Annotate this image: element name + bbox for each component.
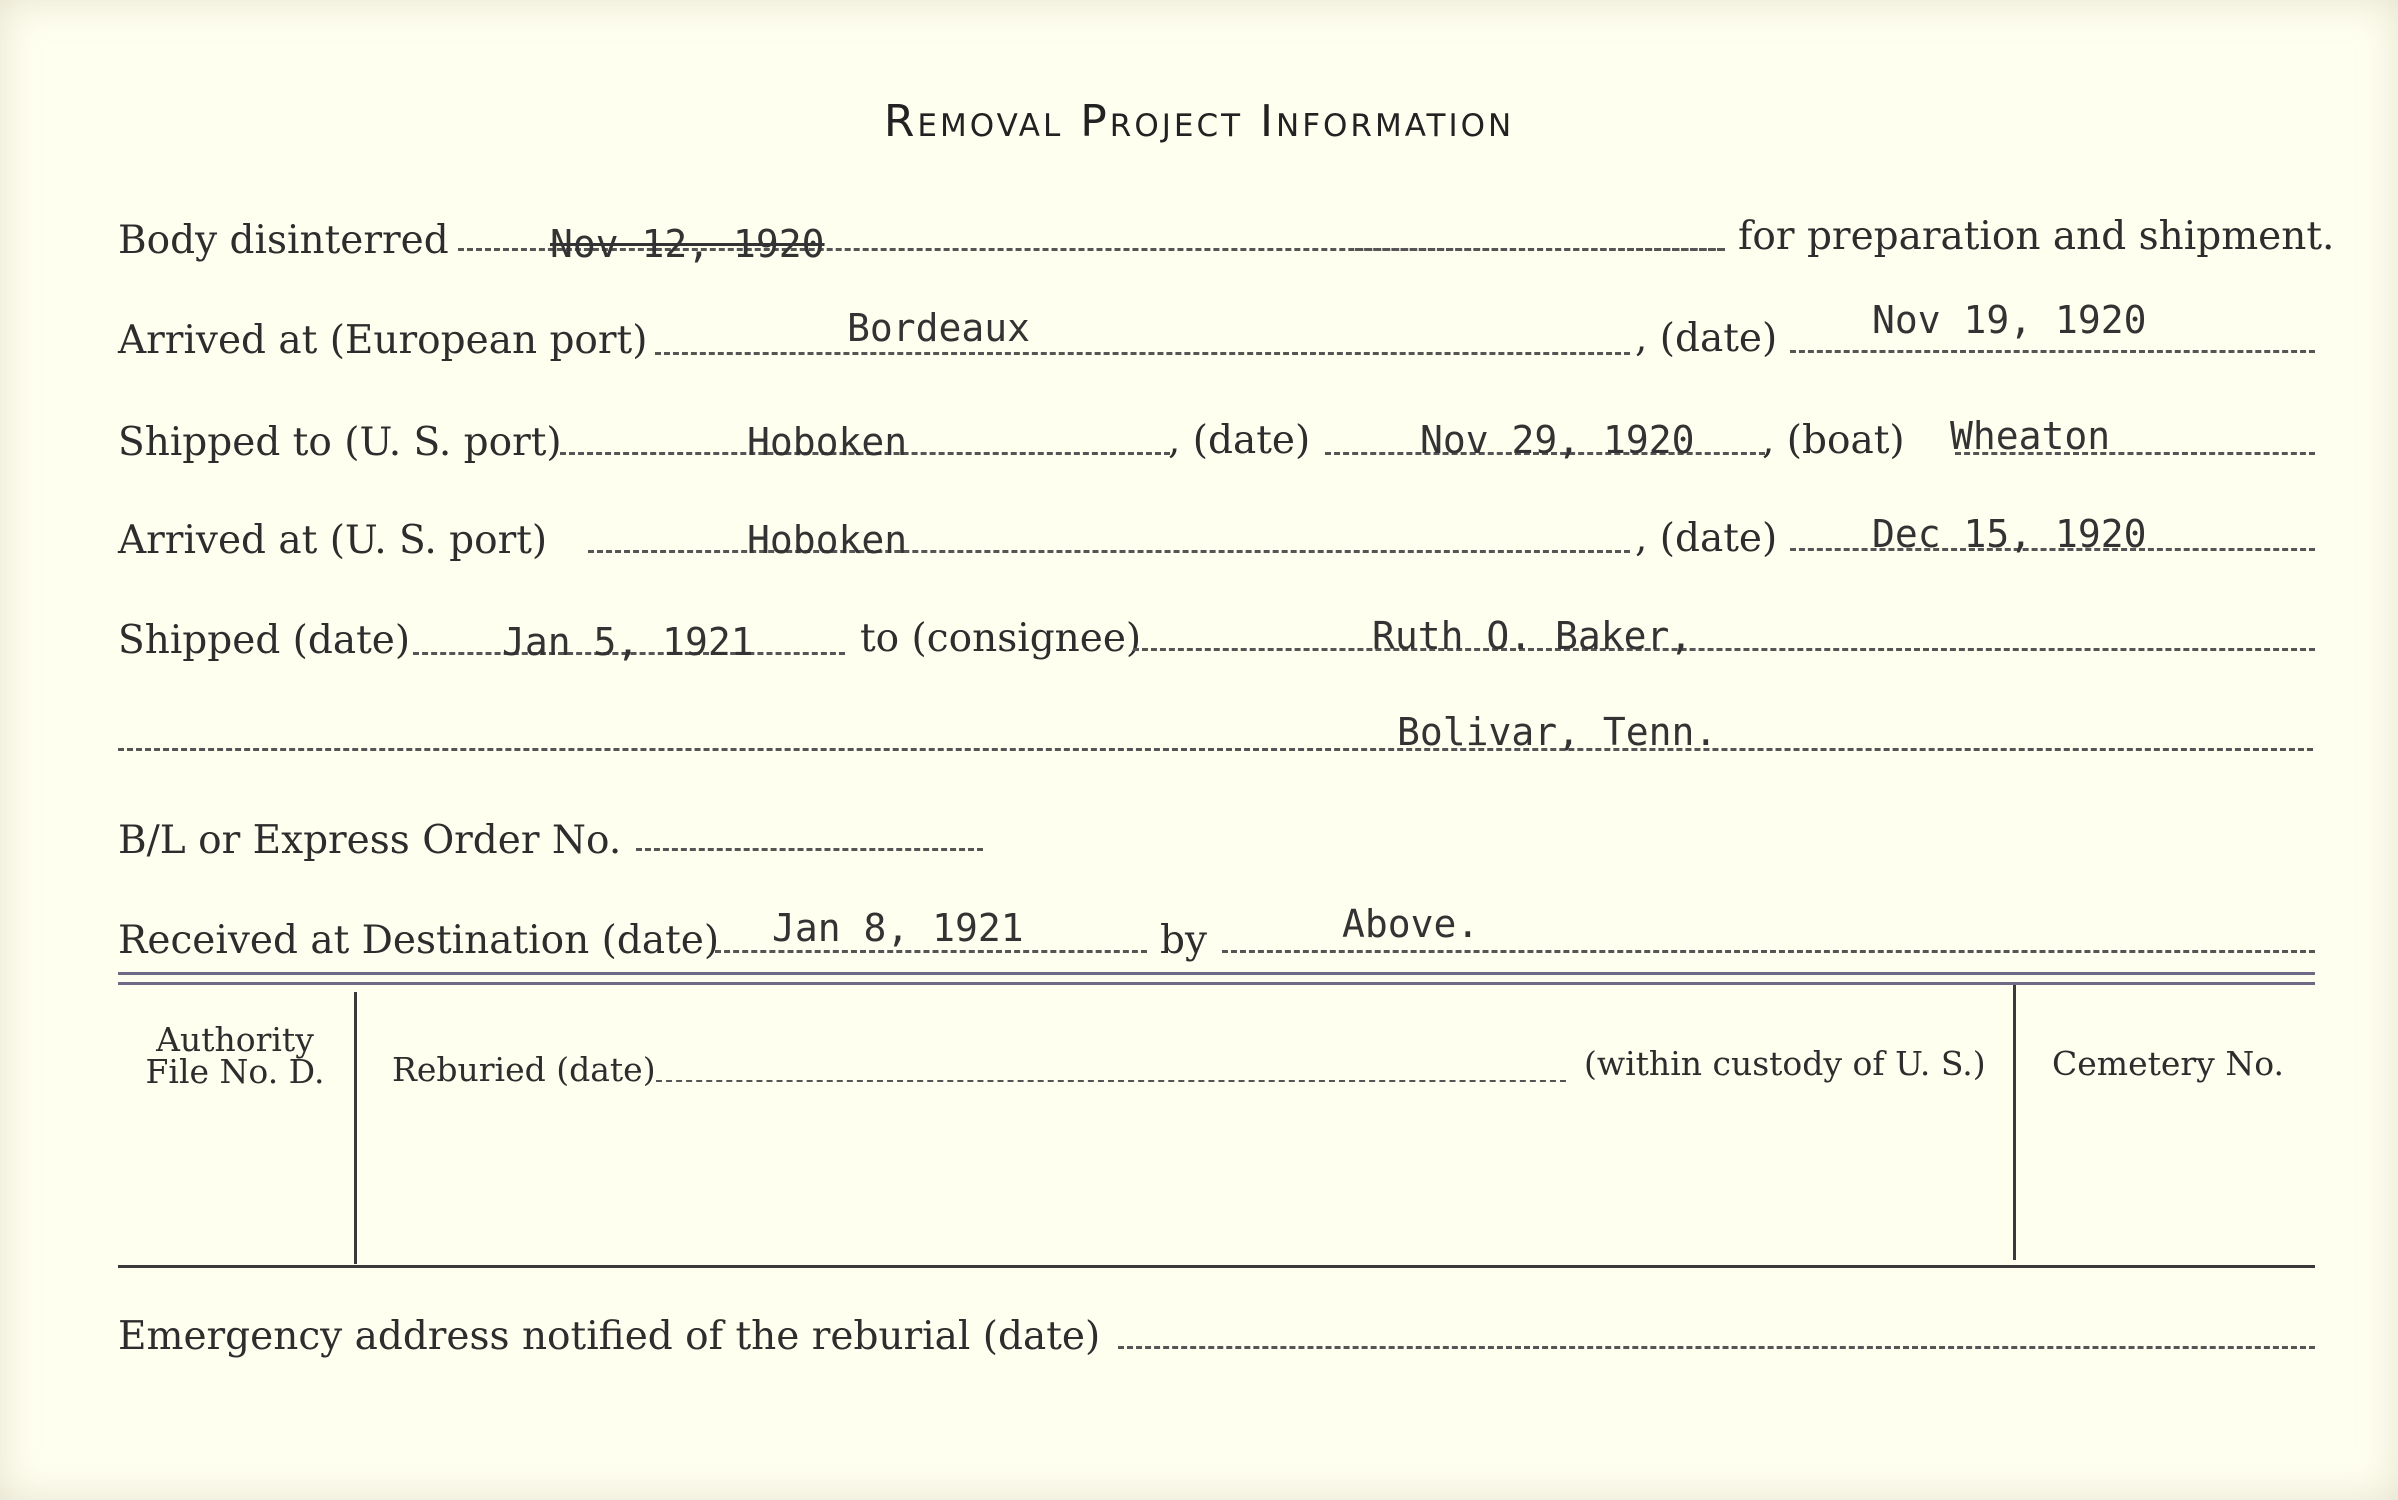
rule-top-2: [118, 982, 2315, 985]
emergency-label: Emergency address notified of the reburial (date): [118, 1314, 1101, 1359]
euro-port-line: [655, 352, 1630, 355]
bl-line: [636, 848, 983, 851]
address-value: Bolivar, Tenn.: [1397, 710, 1718, 754]
shipped-us-date-value: Nov 29, 1920: [1420, 418, 1695, 462]
authority-label: Authority: [156, 1020, 314, 1059]
rule-bottom: [118, 1265, 2315, 1268]
cemetery-label: Cemetery No.: [2052, 1044, 2284, 1083]
consignee-label: to (consignee): [860, 616, 1142, 661]
address-line: [118, 748, 2313, 751]
shipped-us-label: Shipped to (U. S. port): [118, 420, 562, 465]
received-by-line: [1222, 950, 2315, 953]
rule-top: [118, 972, 2315, 975]
shipped-date-value: Jan 5, 1921: [502, 620, 754, 664]
disinterred-line-2: [1355, 248, 1725, 251]
arrived-us-date-label: , (date): [1635, 516, 1778, 561]
card-title: Removal Project Information: [883, 96, 1515, 147]
reburied-label: Reburied (date): [392, 1050, 656, 1089]
shipped-date-label: Shipped (date): [118, 618, 411, 663]
reburied-line: [656, 1080, 1566, 1082]
arrived-us-label: Arrived at (U. S. port): [118, 518, 548, 563]
received-line: [715, 950, 1147, 953]
disinterred-label: Body disinterred: [118, 218, 449, 263]
authority-file-label: File No. D.: [145, 1052, 325, 1091]
arrived-us-date-value: Dec 15, 1920: [1872, 512, 2147, 556]
euro-port-value: Bordeaux: [847, 306, 1031, 350]
received-by-value: Above.: [1342, 902, 1480, 946]
euro-port-date-label: , (date): [1635, 316, 1778, 361]
emergency-line: [1118, 1346, 2315, 1349]
box-divider-left: [354, 992, 357, 1264]
bl-label: B/L or Express Order No.: [118, 818, 622, 863]
received-label: Received at Destination (date): [118, 918, 720, 963]
arrived-us-value: Hoboken: [747, 518, 908, 562]
disinterred-suffix: for preparation and shipment.: [1738, 214, 2335, 259]
shipped-us-boat-value: Wheaton: [1950, 414, 2111, 458]
consignee-value: Ruth O. Baker,: [1372, 614, 1693, 658]
euro-port-date-line: [1790, 350, 2315, 353]
box-divider-right: [2013, 985, 2016, 1260]
shipped-us-value: Hoboken: [747, 420, 908, 464]
received-by-label: by: [1160, 918, 1207, 963]
arrived-us-line: [588, 550, 1630, 553]
disinterred-value: Nov 12, 1920: [550, 222, 825, 266]
euro-port-date-value: Nov 19, 1920: [1872, 298, 2147, 342]
euro-port-label: Arrived at (European port): [118, 318, 648, 363]
shipped-us-boat-label: , (boat): [1762, 418, 1905, 463]
received-value: Jan 8, 1921: [772, 906, 1024, 950]
consignee-line: [1133, 648, 2315, 651]
custody-label: (within custody of U. S.): [1584, 1044, 1986, 1083]
shipped-us-date-label: , (date): [1168, 418, 1311, 463]
